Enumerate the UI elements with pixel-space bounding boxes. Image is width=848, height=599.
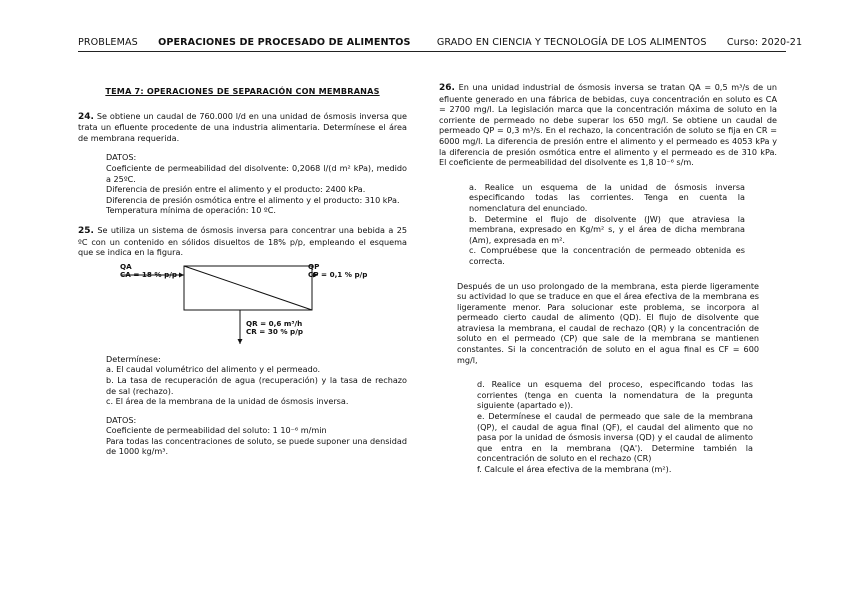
problem-26 [439, 82, 777, 475]
problem-25 [78, 225, 407, 457]
problem-26-c: c. Compruébese que la concentración de permeado obtenida es correcta. [469, 245, 745, 266]
problem-25-a: a. El caudal volumétrico del alimento y el permeado. [106, 364, 321, 375]
label-permeate [308, 263, 367, 280]
label-qr: QR = 0,6 m³/h [246, 318, 303, 328]
reverse-osmosis-diagram [78, 261, 407, 348]
page-header [78, 37, 803, 48]
label-cr: CR = 30 % p/p [246, 327, 303, 337]
feed-arrow-head [179, 272, 184, 277]
problem-26-d: d. Realice un esquema del proceso, especificando todas las corrientes (tenga en cuenta la nomendatura de la pregunta siguiente (apartado e)). [477, 379, 753, 411]
problem-26-number: 26. [439, 83, 455, 93]
label-qp: QP [308, 261, 320, 271]
problem-25-questions [106, 354, 407, 457]
problem-26-text: En una unidad industrial de ósmosis inversa se tratan QA = 0,5 m³/s de un efluente generado en una fábrica de bebidas, cuya concentración en soluto es CA = 2700 mg/l. La legislación marca que la concentración máxima de soluto en la corriente de permeado no debe superar los 650 mg/l. Se obtiene un caudal de permeado QP = 0,3 m³/s. En el rechazo, la concentración de soluto se fija en CR = 6000 mg/l. La diferencia de presión entre el alimento y el permeado es 4053 kPa y la diferencia de presión osmótica entre el alimento y el permeado es de 310 kPa. El coeficiente de permeabilidad del disolvente es 1,8 10⁻⁶ s/m. [439, 82, 778, 168]
problem-24-data-2: Diferencia de presión entre el alimento y el producto: 2400 kPa. [106, 184, 366, 195]
problem-25-text: Se utiliza un sistema de ósmosis inversa para concentrar una bebida a 25 ºC con un contenido en sólidos disueltos de 18% p/p, empleando el esquema que se indica en la figura. [78, 224, 407, 258]
problem-26-b: b. Determine el flujo de disolvente (JW) que atraviesa la membrana, expresado en Kg/m² s, y el área de dicha membrana (Am), expresada en m². [469, 213, 745, 245]
header-course: OPERACIONES DE PROCESADO DE ALIMENTOS [158, 37, 411, 48]
problem-25-c: c. El área de la membrana de la unidad de ósmosis inversa. [106, 396, 349, 407]
problem-26-a: a. Realice un esquema de la unidad de ósmosis inversa especificando todas las corrientes. Tenga en cuenta la nomenclatura del enunciado. [469, 181, 745, 213]
label-qa: QA [120, 261, 132, 271]
problem-24-text: Se obtiene un caudal de 760.000 l/d en una unidad de ósmosis inversa que trata un efluente procedente de una industria alimentaria. Determínese el área de membrana requerida. [78, 110, 407, 143]
problem-25-data-1: Coeficiente de permeabilidad del soluto: 1 10⁻⁶ m/min [106, 425, 327, 436]
problem-24-data-1: Coeficiente de permeabilidad del disolvente: 0,2068 l/(d m² kPa), medido a 25ºC. [106, 162, 407, 184]
reject-arrow-head [238, 339, 243, 344]
problem-26-questions-abc [469, 182, 745, 267]
header-year: Curso: 2020-21 [726, 37, 803, 48]
problem-24-data-4: Temperatura mínima de operación: 10 ºC. [106, 205, 276, 216]
problem-24-number: 24. [78, 111, 94, 122]
problem-25-b: b. La tasa de recuperación de agua (recuperación) y la tasa de rechazo de sal (rechazo). [106, 374, 407, 396]
label-cp: CP = 0,1 % p/p [308, 270, 368, 280]
membrane-diagonal [184, 266, 312, 310]
problem-26-f: f. Calcule el área efectiva de la membrana (m²). [477, 464, 672, 474]
left-column [78, 86, 407, 466]
problem-24-data [106, 152, 407, 216]
problem-25-number: 25. [78, 225, 94, 236]
problem-25-data-title: DATOS: [106, 414, 137, 425]
section-title: TEMA 7: OPERACIONES DE SEPARACIÓN CON MEMBRANAS [105, 86, 380, 96]
label-feed [120, 263, 177, 280]
problem-25-data-2: Para todas las concentraciones de soluto, se puede suponer una densidad de 1000 kg/m³. [106, 435, 407, 457]
header-divider [78, 51, 786, 52]
problem-24-data-title: DATOS: [106, 152, 137, 163]
header-problemas: PROBLEMAS [78, 37, 138, 48]
label-reject [246, 320, 303, 337]
header-degree: GRADO EN CIENCIA Y TECNOLOGÍA DE LOS ALIMENTOS [436, 37, 707, 48]
problem-24 [78, 111, 407, 216]
problem-26-questions-def [477, 379, 753, 474]
problem-24-data-3: Diferencia de presión osmótica entre el alimento y el producto: 310 kPa. [106, 194, 400, 205]
problem-26-paragraph-2: Después de un uso prolongado de la membrana, esta pierde ligeramente su actividad lo que se traduce en que el área efectiva de la membrana es ligeramente menor. Para solucionar este problema, se incorpora al permeado cierto caudal de alimento (QD). El flujo de disolvente que atraviesa la membrana, el caudal de rechazo (QR) y la concentración de soluto en el permeado (CP) que sale de la membrana se mantienen constantes. Si la concentración de soluto en el agua final es CF = 600 mg/l, [457, 280, 759, 365]
problem-25-determinese: Determínese: [106, 353, 161, 364]
right-column [439, 82, 777, 484]
label-ca: CA = 18 % p/p [120, 270, 177, 280]
problem-26-e: e. Determínese el caudal de permeado que sale de la membrana (QP), el caudal de agua final (QF), el caudal del alimento que no pasa por la unidad de ósmosis inversa (QD) y el caudal de alimento que entra en la membrana (QA'). Determine también la concentración de soluto en el rechazo (CR) [477, 411, 753, 464]
